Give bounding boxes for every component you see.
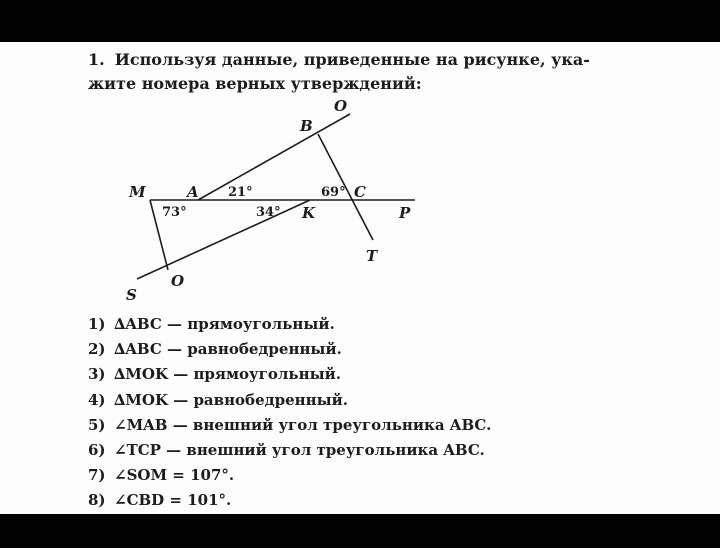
point-m: M: [129, 183, 146, 201]
point-o-bottom: O: [171, 272, 185, 290]
task-line-1: Используя данные, приведенные на рисунке, ука-: [114, 50, 590, 69]
task-number: 1.: [88, 50, 105, 69]
point-o-top: O: [334, 97, 348, 115]
statement-item: 4) ∆MOK — равнобедренный.: [88, 390, 348, 409]
statement-item: 8) ∠CBD = 101°.: [88, 491, 232, 510]
statement-item: 5) ∠MAB — внешний угол треугольника ABC.: [88, 415, 492, 434]
statement-item: 1) ∆ABC — прямоугольный.: [88, 315, 335, 333]
statement-list: [88, 312, 688, 514]
point-b: B: [300, 117, 313, 135]
point-s: S: [126, 286, 137, 304]
point-c: C: [354, 183, 366, 201]
angle-label-34: 34°: [256, 205, 281, 220]
angle-label-21: 21°: [228, 185, 253, 200]
angle-label-73: 73°: [162, 205, 187, 220]
statement-item: 7) ∠SOM = 107°.: [88, 466, 235, 485]
statement-item: 6) ∠TCP — внешний угол треугольника ABC.: [88, 441, 485, 460]
point-a: A: [187, 183, 199, 201]
angle-label-69: 69°: [321, 185, 346, 200]
document-page: [0, 42, 720, 514]
geometry-figure: [0, 42, 720, 312]
point-t: T: [366, 247, 378, 265]
statement-item: 3) ∆MOK — прямоугольный.: [88, 365, 341, 384]
point-k: K: [302, 204, 316, 222]
task-line-2: жите номера верных утверждений:: [88, 74, 422, 93]
statement-item: 2) ∆ABC — равнобедренный.: [88, 340, 342, 359]
point-p: P: [399, 204, 411, 222]
